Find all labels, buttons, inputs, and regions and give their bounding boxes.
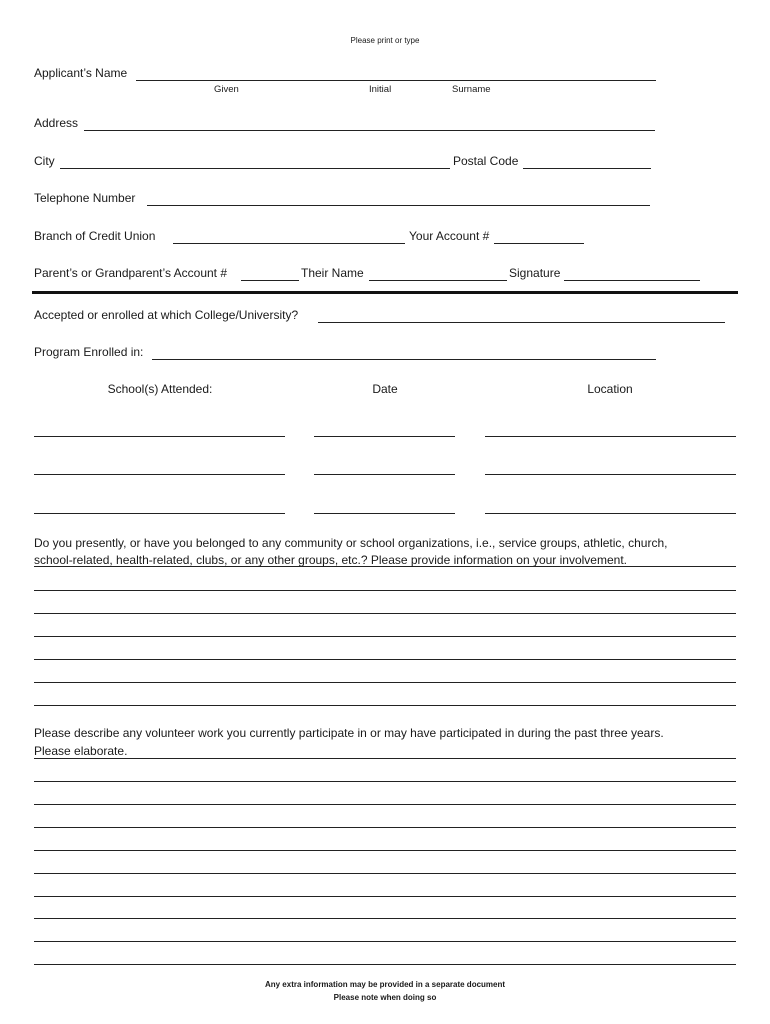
organizations-answer-line[interactable] bbox=[34, 705, 736, 706]
organizations-question-line2: school-related, health-related, clubs, or any other groups, etc.? Please provide information on your involvement. bbox=[34, 553, 627, 567]
signature-field[interactable] bbox=[564, 266, 700, 281]
organizations-answer-line[interactable] bbox=[34, 566, 736, 567]
date-field[interactable] bbox=[314, 513, 455, 514]
telephone-label: Telephone Number bbox=[34, 191, 136, 205]
your-account-field[interactable] bbox=[494, 229, 584, 244]
organizations-answer-line[interactable] bbox=[34, 659, 736, 660]
location-field[interactable] bbox=[485, 436, 736, 437]
name-surname-caption: Surname bbox=[452, 84, 491, 95]
city-label: City bbox=[34, 154, 55, 168]
branch-label: Branch of Credit Union bbox=[34, 229, 156, 243]
name-given-caption: Given bbox=[214, 84, 239, 95]
their-name-label: Their Name bbox=[301, 266, 364, 280]
postal-code-label: Postal Code bbox=[453, 154, 519, 168]
date-field[interactable] bbox=[314, 474, 455, 475]
volunteer-answer-line[interactable] bbox=[34, 850, 736, 851]
date-column-header: Date bbox=[372, 382, 398, 396]
parent-account-field[interactable] bbox=[241, 266, 299, 281]
location-field[interactable] bbox=[485, 474, 736, 475]
school-field[interactable] bbox=[34, 436, 285, 437]
section-divider bbox=[32, 291, 738, 294]
branch-field[interactable] bbox=[173, 229, 405, 244]
organizations-answer-line[interactable] bbox=[34, 613, 736, 614]
volunteer-question-line1: Please describe any volunteer work you currently participate in or may have participated in during the past three years. bbox=[34, 726, 664, 740]
organizations-question-line1: Do you presently, or have you belonged to any community or school organizations, i.e., service groups, athletic, church, bbox=[34, 536, 668, 550]
volunteer-answer-line[interactable] bbox=[34, 896, 736, 897]
volunteer-answer-line[interactable] bbox=[34, 918, 736, 919]
their-name-field[interactable] bbox=[369, 266, 507, 281]
address-label: Address bbox=[34, 116, 79, 130]
organizations-answer-line[interactable] bbox=[34, 636, 736, 637]
program-field[interactable] bbox=[152, 345, 656, 360]
school-field[interactable] bbox=[34, 513, 285, 514]
volunteer-answer-line[interactable] bbox=[34, 827, 736, 828]
volunteer-answer-line[interactable] bbox=[34, 941, 736, 942]
applicant-name-field[interactable] bbox=[136, 66, 656, 81]
volunteer-answer-line[interactable] bbox=[34, 781, 736, 782]
address-field[interactable] bbox=[84, 116, 655, 131]
signature-label: Signature bbox=[509, 266, 561, 280]
volunteer-answer-line[interactable] bbox=[34, 758, 736, 759]
college-label: Accepted or enrolled at which College/University? bbox=[34, 308, 299, 322]
volunteer-answer-line[interactable] bbox=[34, 964, 736, 965]
school-field[interactable] bbox=[34, 474, 285, 475]
telephone-field[interactable] bbox=[147, 191, 650, 206]
volunteer-answer-line[interactable] bbox=[34, 804, 736, 805]
volunteer-question-line2: Please elaborate. bbox=[34, 744, 128, 758]
organizations-answer-line[interactable] bbox=[34, 682, 736, 683]
location-column-header: Location bbox=[587, 382, 633, 396]
program-label: Program Enrolled in: bbox=[34, 345, 144, 359]
footer-note-line2: Please note when doing so bbox=[333, 993, 437, 1002]
volunteer-answer-line[interactable] bbox=[34, 873, 736, 874]
location-field[interactable] bbox=[485, 513, 736, 514]
schools-column-header: School(s) Attended: bbox=[107, 382, 213, 396]
date-field[interactable] bbox=[314, 436, 455, 437]
your-account-label: Your Account # bbox=[409, 229, 490, 243]
organizations-answer-line[interactable] bbox=[34, 590, 736, 591]
city-field[interactable] bbox=[60, 154, 450, 169]
college-field[interactable] bbox=[318, 308, 725, 323]
parent-account-label: Parent’s or Grandparent’s Account # bbox=[34, 266, 228, 280]
name-initial-caption: Initial bbox=[369, 84, 392, 95]
footer-note-line1: Any extra information may be provided in a separate document bbox=[264, 980, 506, 989]
postal-code-field[interactable] bbox=[523, 154, 651, 169]
applicant-name-label: Applicant’s Name bbox=[34, 66, 128, 80]
print-instruction: Please print or type bbox=[350, 36, 420, 45]
